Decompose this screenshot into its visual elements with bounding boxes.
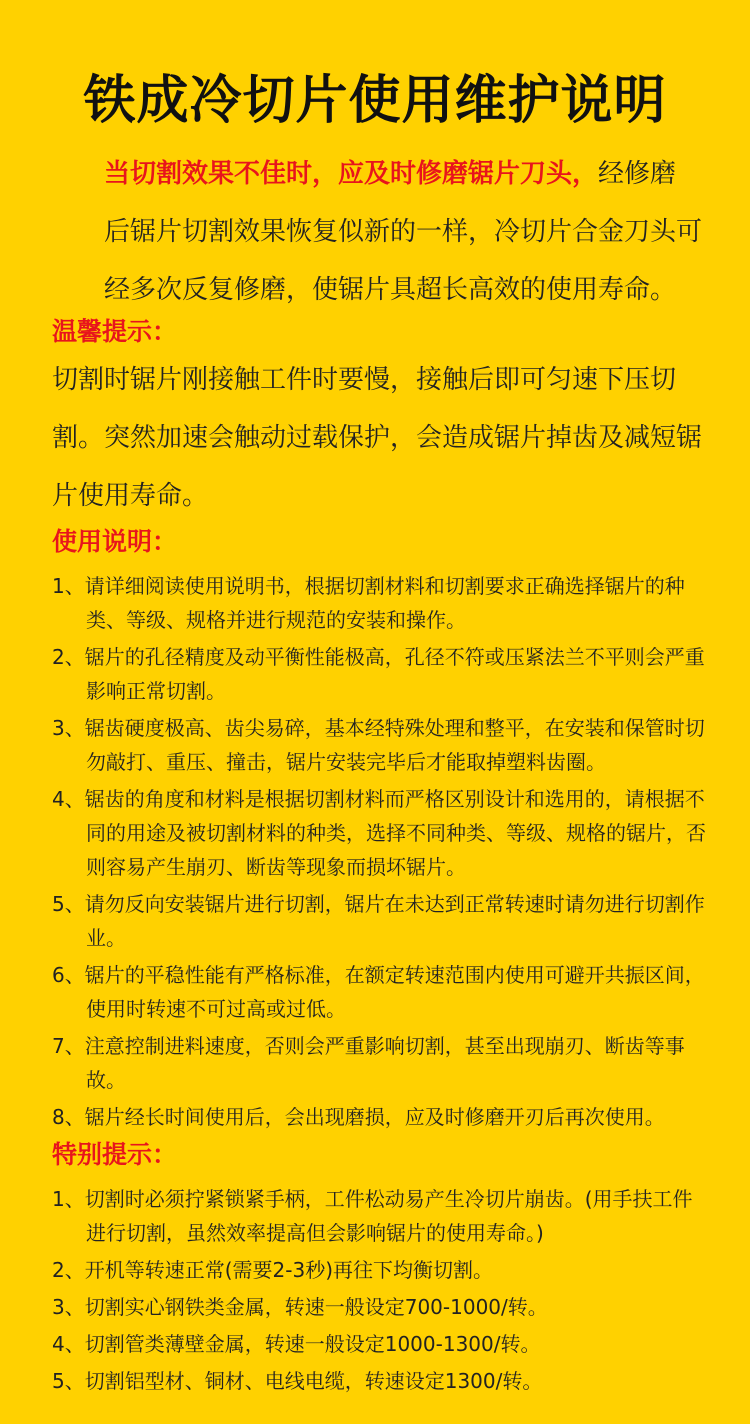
special-item: 1、切割时必须拧紧锁紧手柄，工件松动易产生冷切片崩齿。(用手扶工件进行切割，虽然效率提高但会影响锯片的使用寿命。) (52, 1187, 693, 1245)
tip-paragraph: 切割时锯片刚接触工件时要慢，接触后即可匀速下压切割。突然加速会触动过载保护，会造成锯片掉齿及减短锯片使用寿命。 (52, 365, 703, 511)
special-heading: 特别提示： (52, 1140, 178, 1169)
usage-item: 4、锯齿的角度和材料是根据切割材料而严格区别设计和选用的，请根据不同的用途及被切割材料的种类，选择不同种类、等级、规格的锯片，否则容易产生崩刃、断齿等现象而损坏锯片。 (52, 787, 706, 879)
usage-list (52, 569, 712, 1134)
usage-heading: 使用说明： (52, 527, 178, 556)
usage-item: 8、锯片经长时间使用后，会出现磨损，应及时修磨开刃后再次使用。 (52, 1105, 665, 1129)
usage-item: 3、锯齿硬度极高、齿尖易碎，基本经特殊处理和整平，在安装和保管时切勿敲打、重压、撞击，锯片安装完毕后才能取掉塑料齿圈。 (52, 716, 705, 774)
usage-item: 1、请详细阅读使用说明书，根据切割材料和切割要求正确选择锯片的种类、等级、规格并进行规范的安装和操作。 (52, 574, 685, 632)
usage-item: 5、请勿反向安装锯片进行切割，锯片在未达到正常转速时请勿进行切割作业。 (52, 892, 705, 950)
intro-paragraph (52, 145, 702, 319)
special-item: 4、切割管类薄壁金属，转速一般设定1000-1300/转。 (52, 1332, 541, 1356)
tip-heading: 温馨提示： (52, 317, 178, 346)
intro-highlight: 当切割效果不佳时，应及时修磨锯片刀头， (104, 159, 599, 189)
special-item: 2、开机等转速正常(需要2-3秒)再往下均衡切割。 (52, 1258, 493, 1282)
special-item: 5、切割铝型材、铜材、电线电缆，转速设定1300/转。 (52, 1369, 543, 1393)
usage-item: 7、注意控制进料速度，否则会严重影响切割，甚至出现崩刃、断齿等事故。 (52, 1034, 685, 1092)
intro-text: 经修磨后锯片切割效果恢复似新的一样，冷切片合金刀头可经多次反复修磨，使锯片具超长高效的使用寿命。 (104, 159, 703, 305)
usage-item: 2、锯片的孔径精度及动平衡性能极高，孔径不符或压紧法兰不平则会严重影响正常切割。 (52, 645, 705, 703)
special-item: 3、切割实心钢铁类金属，转速一般设定700-1000/转。 (52, 1295, 548, 1319)
usage-item: 6、锯片的平稳性能有严格标准，在额定转速范围内使用可避开共振区间，使用时转速不可过高或过低。 (52, 963, 705, 1021)
special-list (52, 1182, 712, 1398)
page-title: 铁成冷切片使用维护说明 (83, 71, 667, 131)
